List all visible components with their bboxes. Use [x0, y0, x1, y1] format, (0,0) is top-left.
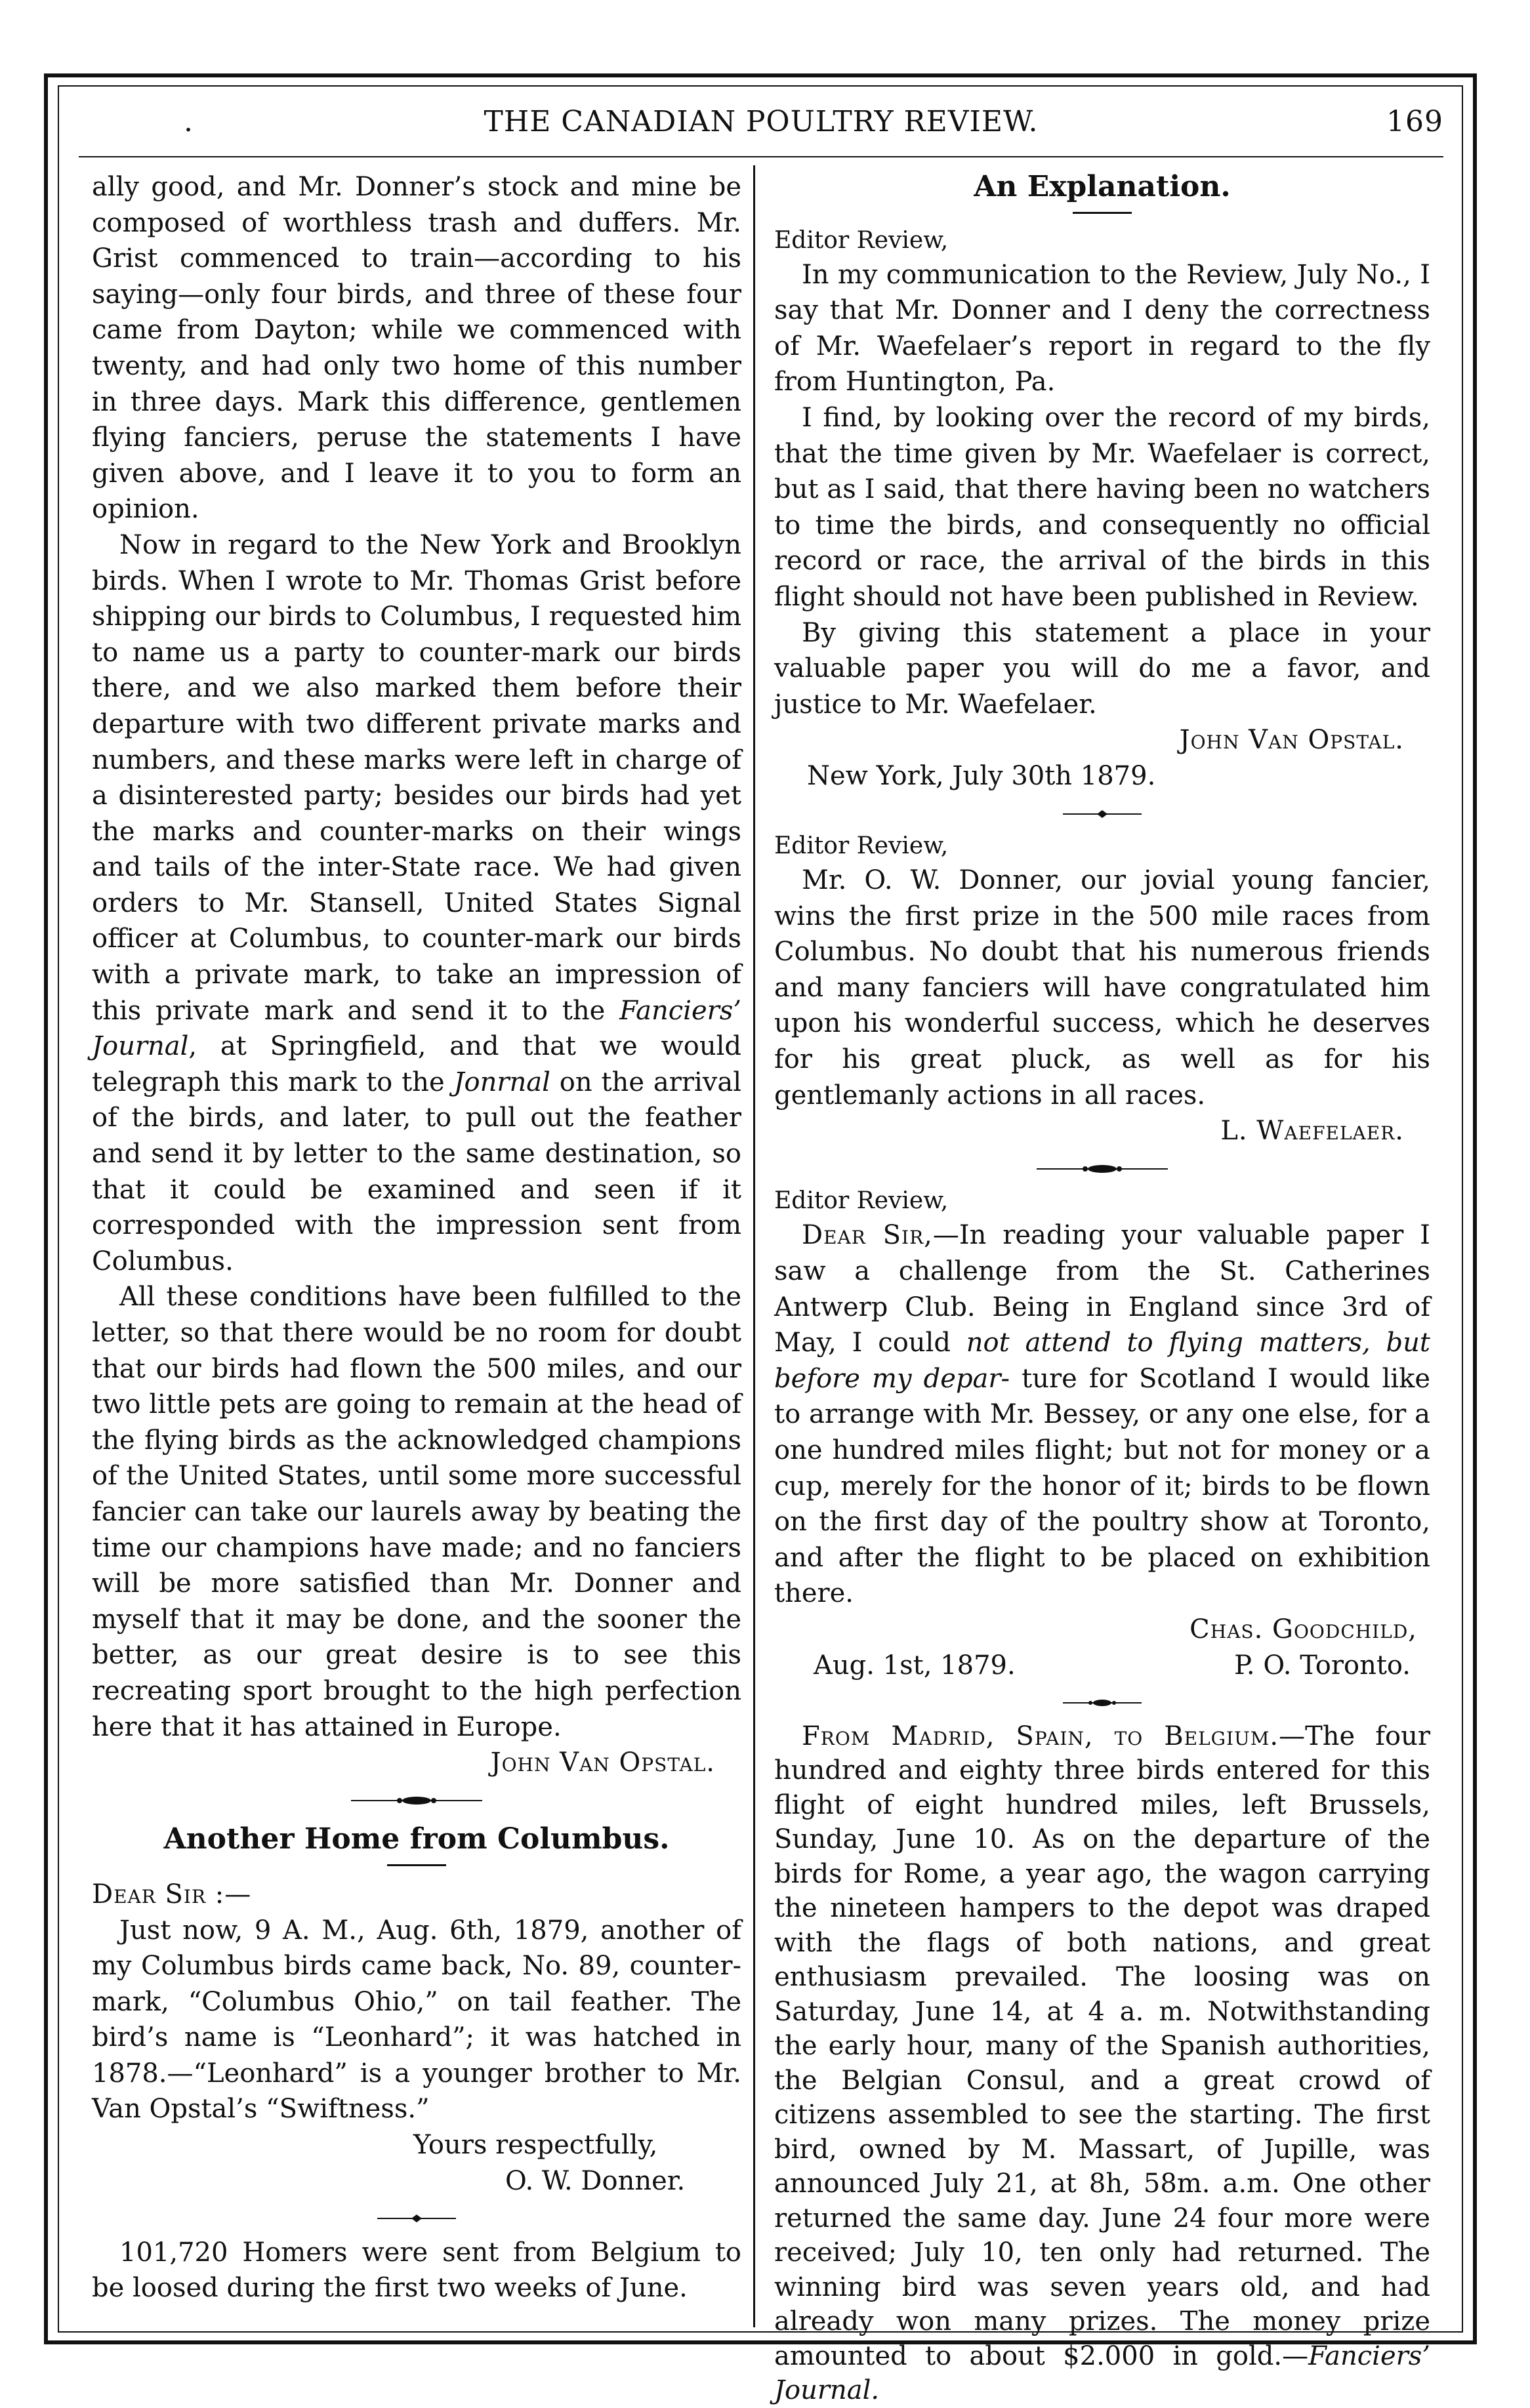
italic-text: Fanciers’ Journal. — [774, 2340, 1430, 2406]
signature: O. W. Donner. — [505, 2165, 686, 2196]
letter-dateline: New York, July 30th 1879. — [807, 760, 1156, 791]
news-lead: From Madrid, Spain, to Belgium. — [802, 1721, 1279, 1751]
journal-title: THE CANADIAN POULTRY REVIEW. — [484, 105, 1039, 138]
signature: John Van Opstal. — [1179, 725, 1404, 756]
signature: Chas. Goodchild, — [1189, 1614, 1417, 1644]
italic-text: Fanciers’ Journal — [92, 995, 741, 1062]
ornament-divider — [774, 1149, 1430, 1185]
article-paragraph: All these conditions have been fulfilled to the letter, so that there would be no room for doubt that our birds had flown the 500 miles, and our two little pets are going to remain at the head of the flying birds as the acknowledged champions of the United States, until some more successful fancier can take our laurels away by beating the time our champions have made; and no fanciers will be more satisfied than Mr. Donner and myself that it may be done, and the sooner the better, as our great desire is to see this recreating sport brought to the high perfection here that it has attained in Europe. — [92, 1282, 741, 1742]
salutation: Dear Sir, — [802, 1220, 933, 1251]
italic-text: not attend to flying matters, but before my depar- — [774, 1328, 1430, 1394]
ornament-divider — [774, 794, 1430, 830]
editor-address: Editor Review, — [774, 832, 949, 860]
letter-paragraph — [774, 1217, 1430, 1612]
text-run: Now in regard to the New York and Brooklyn birds. When I wrote to Mr. Thomas Grist before shipping our birds to Columbus, I requested him to name us a party to counter-mark our birds there, and we also marked them before their departure with two different private marks and numbers, and these marks were left in charge of a disinterested party; besides our birds had yet the marks and counter-marks on their wings and tails of the inter-State race. We had given orders to Mr. Stansell, United States Signal officer at Columbus, to counter-mark our birds with a private mark, to take an impression of this private mark and send it to the — [92, 529, 741, 1026]
letter-paragraph: Mr. O. W. Donner, our jovial young fancier, wins the first prize in the 500 mile races from Columbus. No doubt that his numerous friends and many fanciers will have congratulated him upon his wonderful success, which he deserves for his great pluck, as well as for his gentlemanly actions in all races. — [774, 865, 1430, 1111]
article-heading: An Explanation. — [974, 170, 1231, 203]
letter-date: Aug. 1st, 1879. — [814, 1650, 1016, 1681]
header-dot: . — [184, 105, 194, 138]
text-run: —The four hundred and eighty three birds entered for this flight of eight hundred miles, left Brussels, Sunday, June 10. As on the departure of the birds for Rome, a year ago, the wagon carrying the nineteen hampers to the depot was draped with the flags of both nations, and great enthusiasm prevailed. The loosing was on Saturday, June 14, at 4 a. m. Notwithstanding the early hour, many of the Spanish authorities, the Belgian Consul, and a great crowd of citizens assembled to see the starting. The first bird, owned by M. Massart, of Jupille, was announced July 21, at 8h, 58m. a.m. One other returned the same day. June 24 four more were received; July 10, ten only had returned. The winning bird was seven years old, and had already won many prizes. The money prize amounted to about $2.000 in gold.— — [774, 1721, 1430, 2371]
salutation: Dear Sir :— — [92, 1879, 252, 1909]
letter-dateline-row — [774, 1648, 1430, 1684]
text-run: —In reading your valuable paper I saw a challenge from the St. Catherines Antwerp Club. Being in England since 3rd of May, I could — [774, 1220, 1430, 1358]
letter-place: P. O. Toronto. — [1234, 1650, 1411, 1681]
article-paragraph — [92, 527, 741, 1279]
letter-paragraph: Just now, 9 A. M., Aug. 6th, 1879, another of my Columbus birds came back, No. 89, counter-mark, “Columbus Ohio,” on tail feather. The bird’s name is “Leonhard”; it was hatched in 1878.—“Leonhard” is a younger brother to Mr. Van Opstal’s “Swiftness.” — [92, 1915, 741, 2125]
editor-address: Editor Review, — [774, 226, 949, 254]
article-continued-paragraph: ally good, and Mr. Donner’s stock and mine be composed of worthless trash and duffers. Mr. Grist commenced to train—according to his saying—only four birds, and three of these four came from Dayton; while we commenced with twenty, and had only two home of this number in three days. Mark this difference, gentlemen flying fanciers, peruse the statements I have given above, and I leave it to you to form an opinion. — [92, 172, 741, 525]
letter-paragraph: By giving this statement a place in your valuable paper you will do me a favor, and justice to Mr. Waefelaer. — [774, 617, 1430, 720]
letter-paragraph: In my communication to the Review, July No., I say that Mr. Donner and I deny the correctness of Mr. Waefelaer’s report in regard to the fly from Huntington, Pa. — [774, 259, 1430, 398]
ornament-divider — [774, 1683, 1430, 1719]
text-run: , at Springfield, and that we would telegraph this mark to the — [92, 1031, 741, 1097]
heading-rule — [1073, 212, 1132, 214]
running-header — [79, 105, 1443, 144]
signature: John Van Opstal. — [490, 1747, 715, 1778]
page-number: 169 — [1386, 105, 1443, 138]
text-run: ture for Scotland I would like to arrange with Mr. Bessey, or any one else, for a one hundred miles flight; but not for money or a cup, merely for the honor of it; birds to be flown on the first day of the poultry show at Toronto, and after the flight to be placed on exhibition there. — [774, 1363, 1430, 1609]
italic-text: Jonrnal — [453, 1067, 550, 1097]
column-divider — [753, 165, 755, 2327]
text-run: on the arrival of the birds, and later, to pull out the feather and send it by letter to the same destination, so that it could be examined and seen if it corresponded with the impression sent from Columbus. — [92, 1067, 741, 1276]
heading-rule — [387, 1864, 446, 1866]
editor-address: Editor Review, — [774, 1187, 949, 1215]
article-heading: Another Home from Columbus. — [163, 1822, 670, 1856]
left-column — [92, 169, 741, 2306]
ornament-divider — [92, 1781, 741, 1817]
news-item: 101,720 Homers were sent from Belgium to be loosed during the first two weeks of June. — [92, 2237, 741, 2304]
ornament-divider — [92, 2199, 741, 2235]
header-rule — [79, 156, 1443, 157]
right-column — [774, 169, 1430, 2408]
letter-paragraph: I find, by looking over the record of my birds, that the time given by Mr. Waefelaer is correct, but as I said, that there having been no watchers to time the birds, and consequently no official record or race, the arrival of the birds in this flight should not have been published in Review. — [774, 402, 1430, 612]
letter-closing: Yours respectfully, — [413, 2130, 658, 2161]
signature: L. Waefelaer. — [1220, 1116, 1404, 1147]
news-item — [774, 1719, 1430, 2408]
